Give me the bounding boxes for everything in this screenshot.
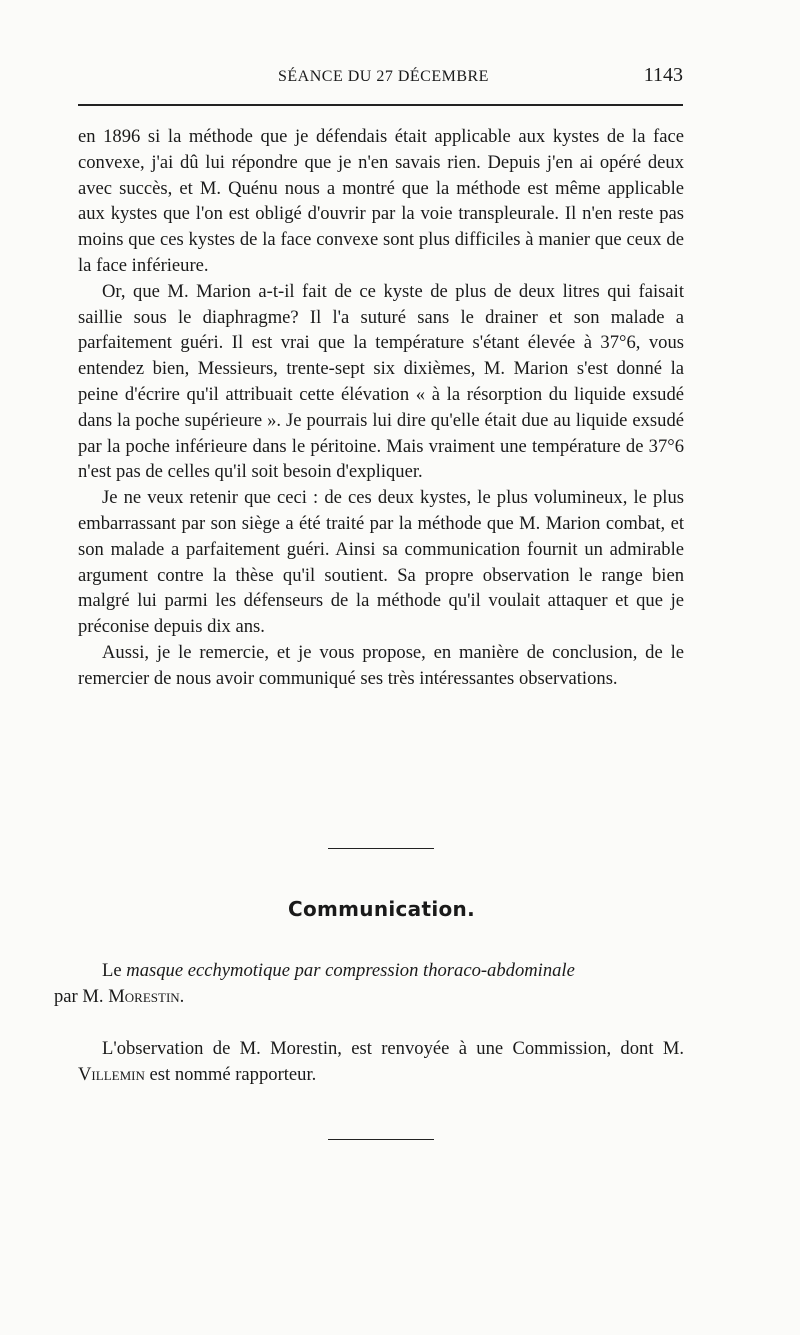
section-heading: Communication.	[288, 897, 475, 921]
rapporteur-name: Villemin	[78, 1063, 145, 1085]
body-text	[78, 124, 684, 692]
page-number: 1143	[643, 64, 683, 86]
communication-title-italic: masque ecchymotique par compression thoraco-abdominale	[126, 960, 575, 981]
title-prefix: Le	[102, 960, 122, 981]
section-divider	[328, 848, 434, 849]
header-rule	[78, 104, 683, 106]
communication-title	[54, 958, 695, 1010]
paragraph: Je ne veux retenir que ceci : de ces deux kystes, le plus volumineux, le plus embarrassant par son siège a été traité par la méthode que M. Marion combat, et son malade a parfaitement guéri. Ainsi sa communication fournit un admirable argument contre la thèse qu'il soutient. Sa propre observation le range bien malgré lui parmi les défenseurs de la méthode qu'il voulait attaquer et que je préconise depuis dix ans.	[78, 487, 684, 638]
paragraph: Or, que M. Marion a-t-il fait de ce kyste de plus de deux litres qui faisait saillie sous le diaphragme? Il l'a suturé sans le drainer et son malade a parfaitement guéri. Il est vrai que la température s'étant élevée à 37°6, vous entendez bien, Messieurs, trente-sept six dixièmes, M. Marion s'est donné la peine d'écrire qu'il attribuait cette élévation « à la résorption du liquide exsudé dans la poche supérieure ». Je pourrais lui dire qu'elle était due au liquide exsudé par la poche inférieure dans le péritoine. Mais vraiment une température de 37°6 n'est pas de celles qu'il soit besoin d'expliquer.	[78, 280, 684, 483]
observation-suffix: est nommé rapporteur.	[149, 1063, 317, 1085]
running-header	[78, 64, 683, 92]
author-prefix: par M.	[54, 985, 104, 1007]
author-name: Morestin.	[108, 985, 185, 1007]
observation-note	[78, 1036, 684, 1088]
section-end-divider	[328, 1139, 434, 1140]
paragraph: Aussi, je le remercie, et je vous propose, en manière de conclusion, de le remercier de nous avoir communiqué ses très intéressantes observations.	[78, 641, 684, 689]
running-title: SÉANCE DU 27 DÉCEMBRE	[278, 68, 489, 85]
observation-text: L'observation de M. Morestin, est renvoyée à une Commission, dont M.	[102, 1038, 684, 1059]
paragraph: en 1896 si la méthode que je défendais était applicable aux kystes de la face convexe, j'ai dû lui répondre que je n'en savais rien. Depuis j'en ai opéré deux avec succès, et M. Quénu nous a montré que la méthode est même applicable aux kystes que l'on est obligé d'ouvrir par la voie transpleurale. Il n'en reste pas moins que ces kystes de la face convexe sont plus difficiles à manier que ceux de la face inférieure.	[78, 126, 684, 276]
